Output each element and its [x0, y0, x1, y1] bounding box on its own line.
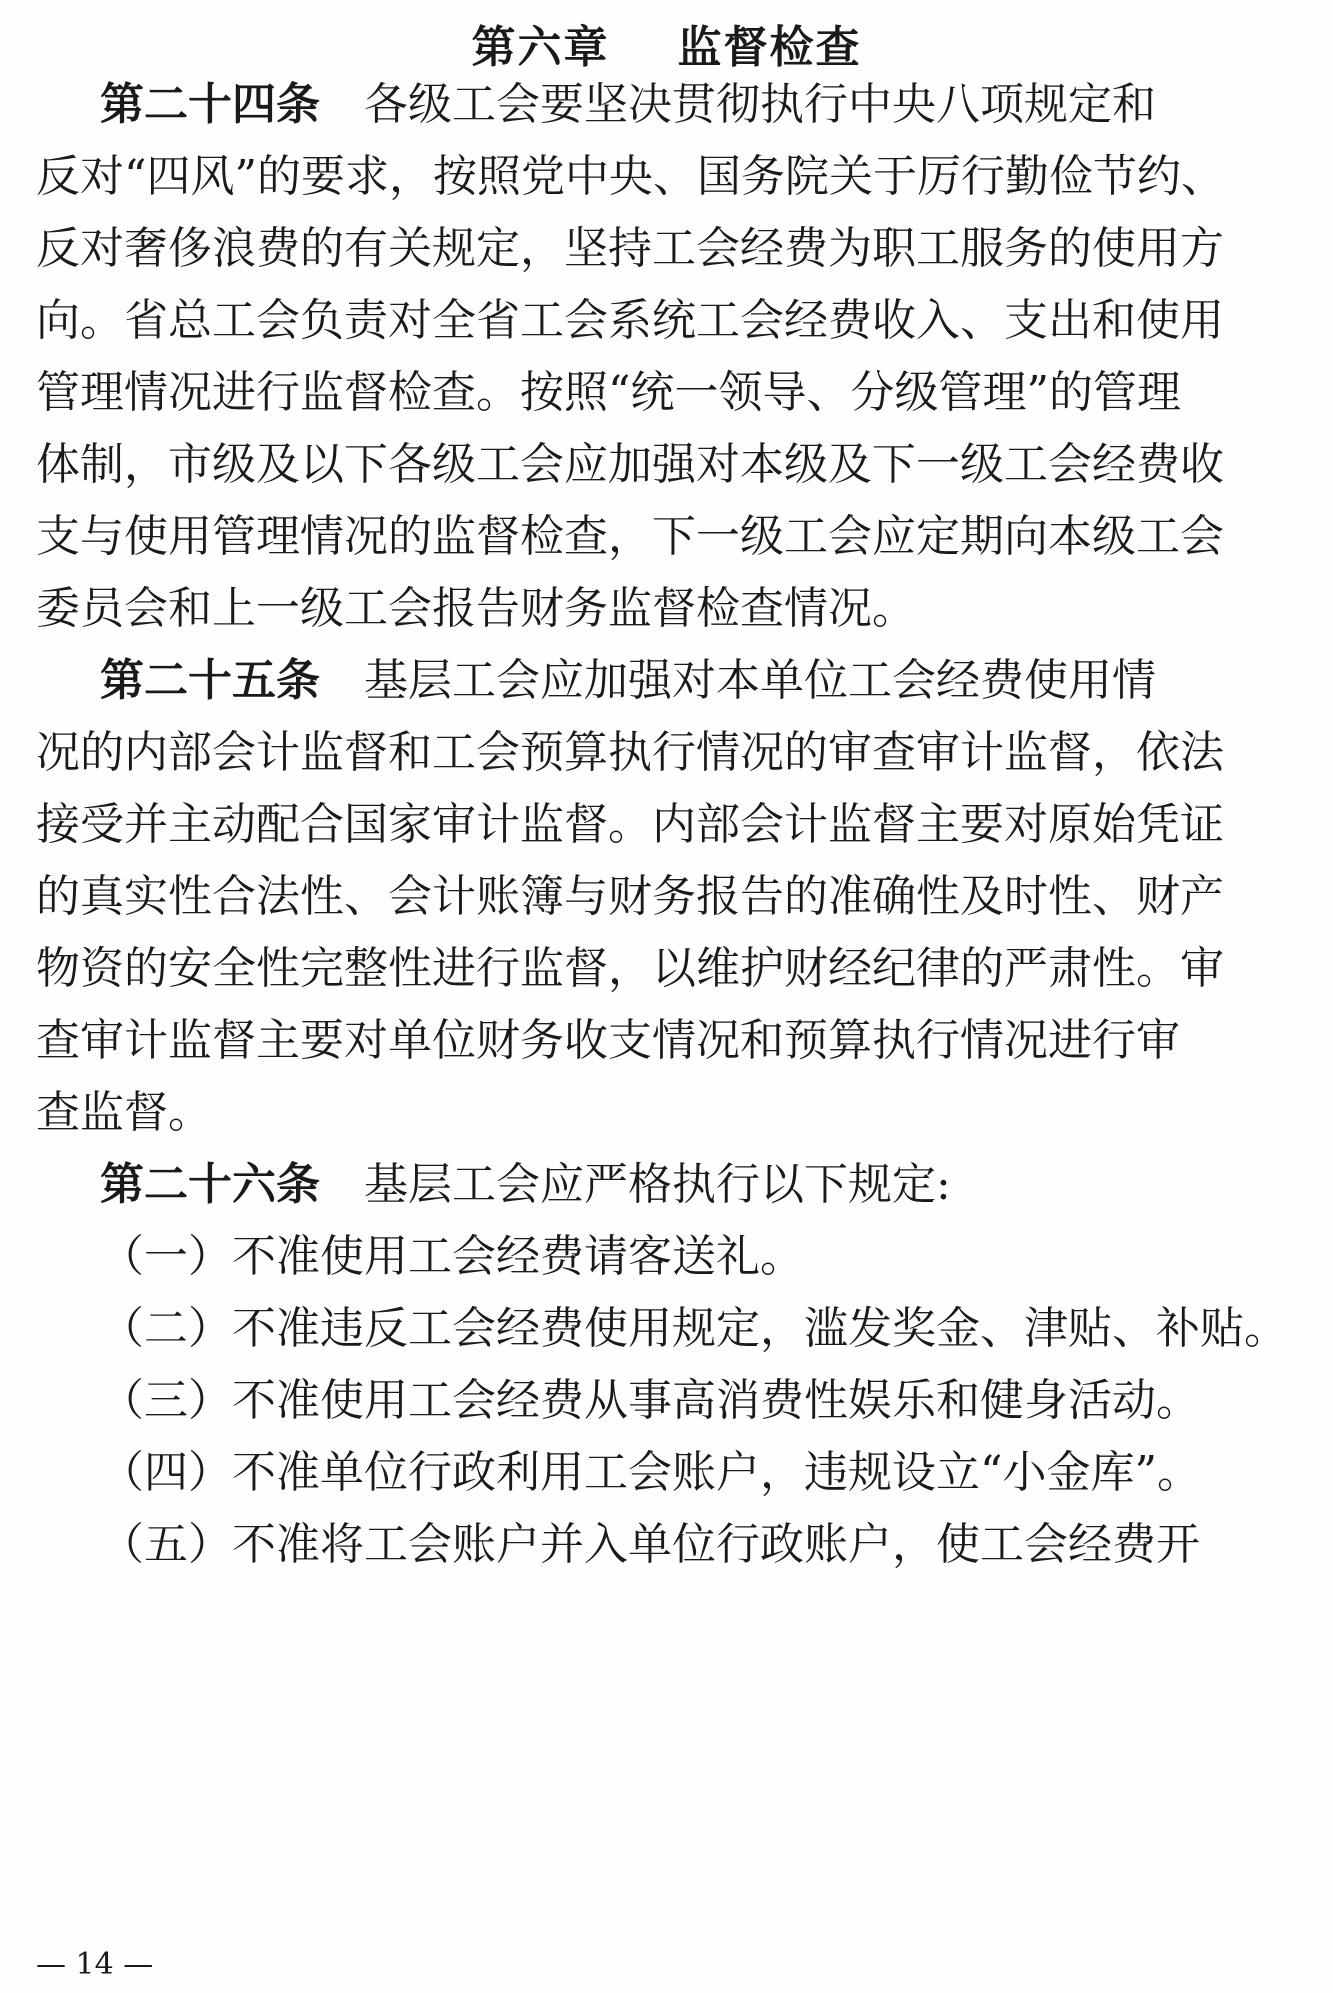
- body-line: 体制，市级及以下各级工会应加强对本级及下一级工会经费收: [36, 439, 1224, 490]
- article-26-text: 基层工会应严格执行以下规定:: [364, 1159, 951, 1210]
- article-26-label: 第二十六条: [100, 1159, 320, 1210]
- body-line: 况的内部会计监督和工会预算执行情况的审查审计监督，依法: [36, 727, 1224, 778]
- body-line: 查监督。: [36, 1087, 212, 1138]
- article-24-label: 第二十四条: [100, 79, 320, 130]
- list-item: （二）不准违反工会经费使用规定，滥发奖金、津贴、补贴。: [100, 1303, 1288, 1354]
- body-line: 支与使用管理情况的监督检查，下一级工会应定期向本级工会: [36, 511, 1224, 562]
- body-line: 管理情况进行监督检查。按照“统一领导、分级管理”的管理: [36, 367, 1181, 418]
- article-25-label: 第二十五条: [100, 655, 320, 706]
- list-item: （一）不准使用工会经费请客送礼。: [100, 1231, 804, 1282]
- body-line: 接受并主动配合国家审计监督。内部会计监督主要对原始凭证: [36, 799, 1224, 850]
- chapter-title: 监督检查: [677, 22, 862, 73]
- body-line: 委员会和上一级工会报告财务监督检查情况。: [36, 583, 916, 634]
- list-item: （三）不准使用工会经费从事高消费性娱乐和健身活动。: [100, 1375, 1200, 1426]
- body-line: 反对奢侈浪费的有关规定，坚持工会经费为职工服务的使用方: [36, 223, 1224, 274]
- list-item: （五）不准将工会账户并入单位行政账户，使工会经费开: [100, 1519, 1200, 1570]
- body-line: 反对“四风”的要求，按照党中央、国务院关于厉行勤俭节约、: [36, 151, 1225, 202]
- chapter-number: 第六章: [471, 22, 610, 73]
- article-25-text: 基层工会应加强对本单位工会经费使用情: [364, 655, 1156, 706]
- page-number: — 14 —: [36, 1947, 154, 1982]
- body-line: 物资的安全性完整性进行监督，以维护财经纪律的严肃性。审: [36, 943, 1224, 994]
- body-line: 向。省总工会负责对全省工会系统工会经费收入、支出和使用: [36, 295, 1224, 346]
- body-line: 的真实性合法性、会计账簿与财务报告的准确性及时性、财产: [36, 871, 1224, 922]
- body-line: 查审计监督主要对单位财务收支情况和预算执行情况进行审: [36, 1015, 1180, 1066]
- list-item: （四）不准单位行政利用工会账户，违规设立“小金库”。: [100, 1447, 1201, 1498]
- article-24-text: 各级工会要坚决贯彻执行中央八项规定和: [364, 79, 1156, 130]
